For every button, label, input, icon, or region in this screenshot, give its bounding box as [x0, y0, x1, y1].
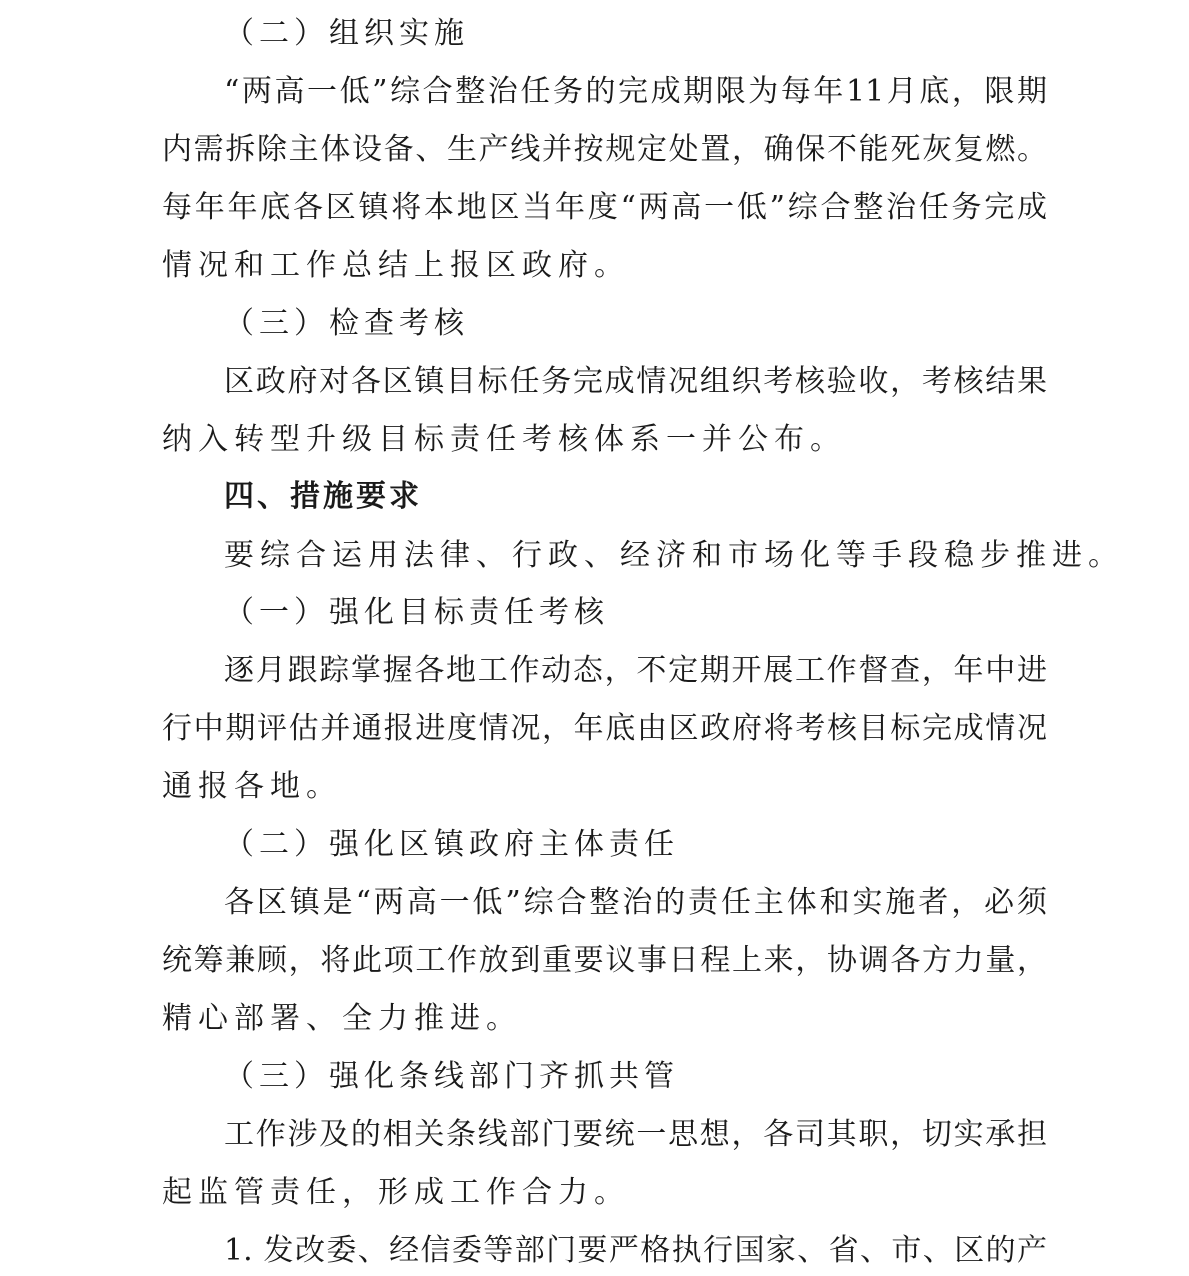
paragraph-line: “两高一低”综合整治任务的完成期限为每年11月底，限期 — [224, 74, 1047, 109]
subheading-department-cooperation: （三）强化条线部门齐抓共管 — [224, 1059, 679, 1094]
paragraph-line: 统筹兼顾，将此项工作放到重要议事日程上来，协调各方力量， — [162, 943, 1047, 978]
paragraph-line: 行中期评估并通报进度情况，年底由区政府将考核目标完成情况 — [162, 711, 1047, 746]
section-heading-measures: 四、措施要求 — [224, 479, 422, 514]
paragraph-line: 精心部署、全力推进。 — [162, 1001, 522, 1036]
subheading-target-responsibility: （一）强化目标责任考核 — [224, 595, 609, 630]
paragraph-line: 情况和工作总结上报区政府。 — [162, 248, 630, 283]
list-item-line: 1. 发改委、经信委等部门要严格执行国家、省、市、区的产 — [224, 1233, 1047, 1268]
paragraph-line: 工作涉及的相关条线部门要统一思想，各司其职，切实承担 — [224, 1117, 1047, 1152]
paragraph-line: 区政府对各区镇目标任务完成情况组织考核验收，考核结果 — [224, 364, 1047, 399]
paragraph-line: 各区镇是“两高一低”综合整治的责任主体和实施者，必须 — [224, 885, 1047, 920]
paragraph-line: 起监管责任，形成工作合力。 — [162, 1175, 630, 1210]
paragraph-line: 每年年底各区镇将本地区当年度“两高一低”综合整治任务完成 — [162, 190, 1047, 225]
subheading-inspection-assessment: （三）检查考核 — [224, 306, 469, 341]
paragraph-line: 要综合运用法律、行政、经济和市场化等手段稳步推进。 — [224, 538, 1124, 573]
subheading-town-government-responsibility: （二）强化区镇政府主体责任 — [224, 827, 679, 862]
paragraph-line: 通报各地。 — [162, 769, 342, 804]
paragraph-line: 逐月跟踪掌握各地工作动态，不定期开展工作督查，年中进 — [224, 653, 1047, 688]
paragraph-line: 内需拆除主体设备、生产线并按规定处置，确保不能死灰复燃。 — [162, 132, 1047, 167]
subheading-organize-implementation: （二）组织实施 — [224, 16, 469, 51]
paragraph-line: 纳入转型升级目标责任考核体系一并公布。 — [162, 422, 846, 457]
